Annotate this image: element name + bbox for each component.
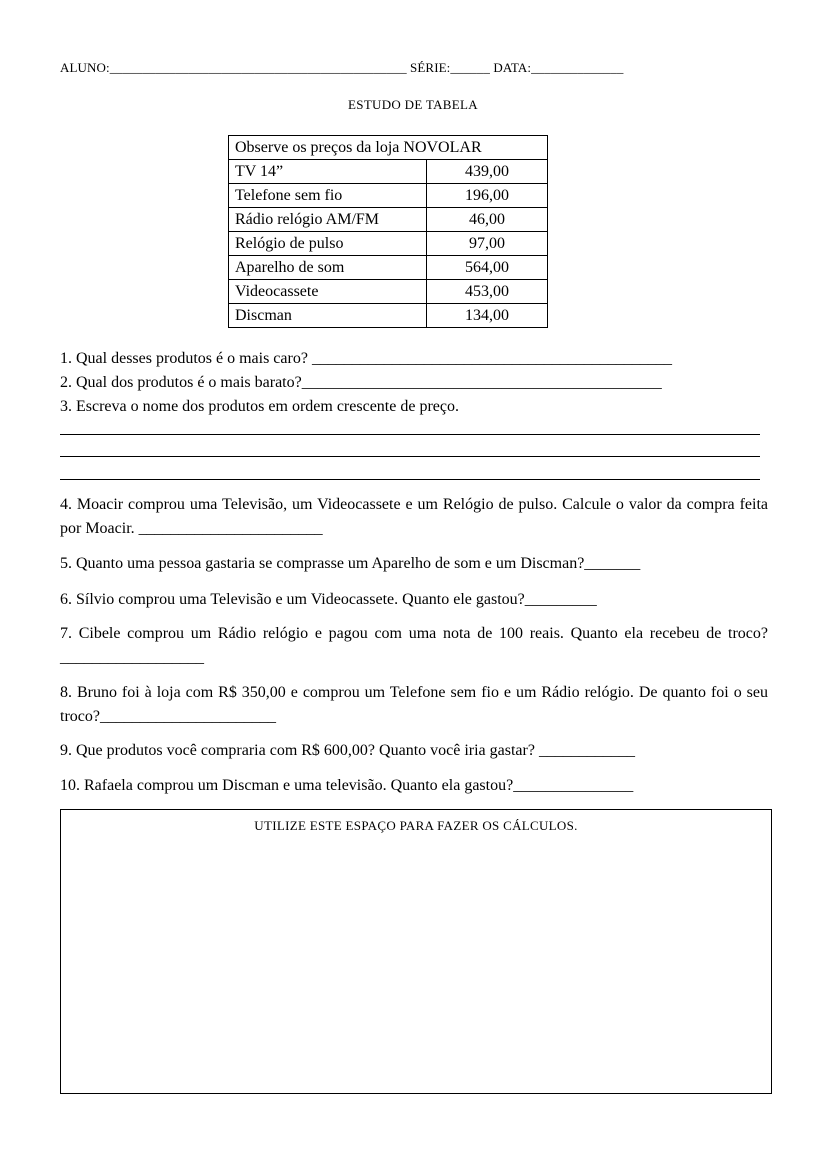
- question-4: 4. Moacir comprou uma Televisão, um Videocassete e um Relógio de pulso. Calcule o valor da compra feita por Moacir. _______________________: [60, 496, 768, 537]
- table-row: [229, 304, 548, 328]
- product-price: 134,00: [427, 304, 548, 328]
- product-name: Aparelho de som: [229, 256, 427, 280]
- product-name: Telefone sem fio: [229, 184, 427, 208]
- question-7: 7. Cibele comprou um Rádio relógio e pagou com uma nota de 100 reais. Quanto ela recebeu de troco?__________________: [60, 625, 768, 666]
- calculation-box[interactable]: [60, 809, 772, 1094]
- product-price: 453,00: [427, 280, 548, 304]
- table-row: [229, 208, 548, 232]
- table-caption: Observe os preços da loja NOVOLAR: [229, 136, 548, 160]
- question-3: 3. Escreva o nome dos produtos em ordem crescente de preço.: [60, 398, 459, 415]
- student-header: ALUNO:_____________________________________________ SÉRIE:______ DATA:______________: [60, 60, 624, 75]
- question-2: 2. Qual dos produtos é o mais barato?_____________________________________________: [60, 374, 662, 391]
- page-title: ESTUDO DE TABELA: [348, 97, 478, 112]
- product-price: 97,00: [427, 232, 548, 256]
- product-name: Discman: [229, 304, 427, 328]
- answer-line[interactable]: [60, 456, 760, 457]
- table-caption-row: [229, 136, 548, 160]
- question-5: 5. Quanto uma pessoa gastaria se comprasse um Aparelho de som e um Discman?_______: [60, 555, 641, 572]
- product-price: 46,00: [427, 208, 548, 232]
- table-row: [229, 256, 548, 280]
- calculation-box-label: UTILIZE ESTE ESPAÇO PARA FAZER OS CÁLCULOS.: [254, 818, 578, 833]
- product-name: Rádio relógio AM/FM: [229, 208, 427, 232]
- product-name: Relógio de pulso: [229, 232, 427, 256]
- product-name: TV 14”: [229, 160, 427, 184]
- question-6: 6. Sílvio comprou uma Televisão e um Videocassete. Quanto ele gastou?_________: [60, 591, 597, 608]
- table-row: [229, 280, 548, 304]
- price-table: [228, 135, 548, 328]
- product-price: 196,00: [427, 184, 548, 208]
- answer-line[interactable]: [60, 479, 760, 480]
- product-name: Videocassete: [229, 280, 427, 304]
- question-1: 1. Qual desses produtos é o mais caro? _____________________________________________: [60, 350, 672, 367]
- table-row: [229, 232, 548, 256]
- product-price: 564,00: [427, 256, 548, 280]
- product-price: 439,00: [427, 160, 548, 184]
- answer-line[interactable]: [60, 434, 760, 435]
- question-8: 8. Bruno foi à loja com R$ 350,00 e comprou um Telefone sem fio e um Rádio relógio. De quanto foi o seu troco?______________________: [60, 684, 768, 725]
- question-10: 10. Rafaela comprou um Discman e uma televisão. Quanto ela gastou?_______________: [60, 777, 634, 794]
- table-row: [229, 160, 548, 184]
- table-row: [229, 184, 548, 208]
- question-9: 9. Que produtos você compraria com R$ 600,00? Quanto você iria gastar? ____________: [60, 742, 635, 759]
